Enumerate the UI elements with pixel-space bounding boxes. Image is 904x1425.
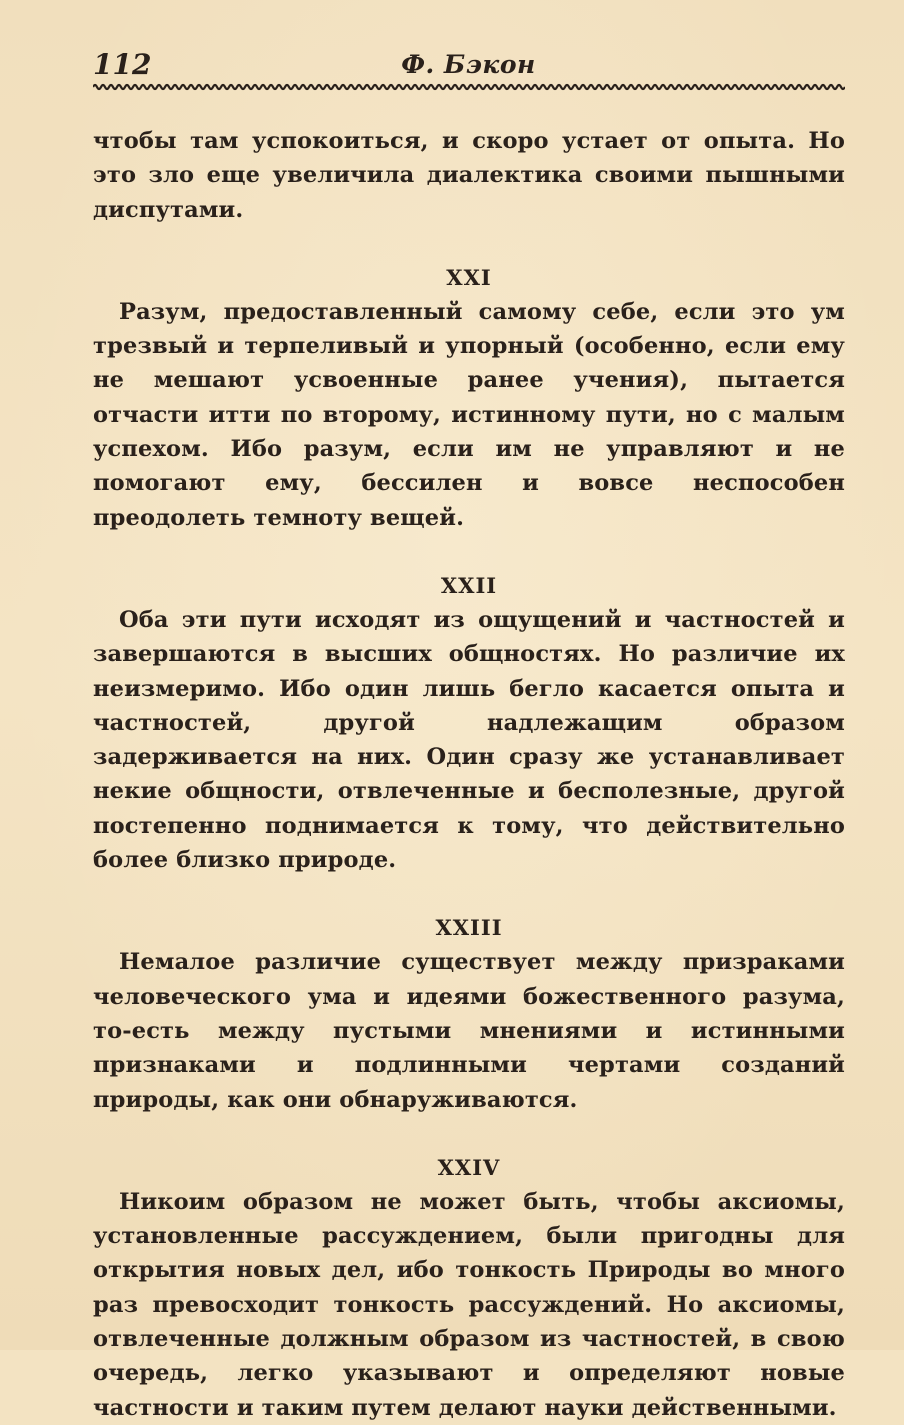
running-title: Ф. Бэкон xyxy=(401,50,536,79)
section-paragraph-xxii: Оба эти пути исходят из ощущений и частностей и завершаются в высших общностях. Но различие их неизмеримо. Ибо один лишь бегло касается опыта и частностей, другой надлежащим образом задерживается на них. Один сразу же устанавливает некие общности, отвлеченные и бесполезные, другой постепенно поднимается к тому, что действительно более близко природе. xyxy=(93,606,845,874)
section-heading-xxii: XXII xyxy=(440,572,498,598)
section-heading-xxi: XXI xyxy=(446,264,492,290)
section-heading-xxiii: XXIII xyxy=(435,915,503,941)
decorative-wavy-rule xyxy=(93,82,845,92)
section-paragraph-xxiv: Никоим образом не может быть, чтобы аксиомы, установленные рассуждением, были пригодны для открытия новых дел, ибо тонкость Природы во много раз превосходит тонкость рассуждений. Но аксиомы, отвлеченные должным образом из частностей, в свою очередь, легко указывают и определяют новые частности и таким путем делают науки действенными. xyxy=(93,1188,845,1421)
section-heading-xxiv: XXIV xyxy=(437,1154,501,1180)
opening-paragraph: чтобы там успокоиться, и скоро устает от опыта. Но это зло еще увеличила диалектика своими пышными диспутами. xyxy=(93,128,845,223)
page-number: 112 xyxy=(93,48,152,81)
section-paragraph-xxi: Разум, предоставленный самому себе, если это ум трезвый и терпеливый и упорный (особенно, если ему не мешают усвоенные ранее учения), пытается отчасти итти по второму, истинному пути, но с малым успехом. Ибо разум, если им не управляют и не помогают ему, бессилен и вовсе неспособен преодолеть темноту вещей. xyxy=(93,298,845,531)
running-head xyxy=(93,44,844,84)
page-body xyxy=(93,124,845,1425)
section-paragraph-xxiii: Немалое различие существует между призраками человеческого ума и идеями божественного разума, то-есть между пустыми мнениями и истинными признаками и подлинными чертами созданий природы, как они обнаруживаются. xyxy=(93,949,845,1113)
